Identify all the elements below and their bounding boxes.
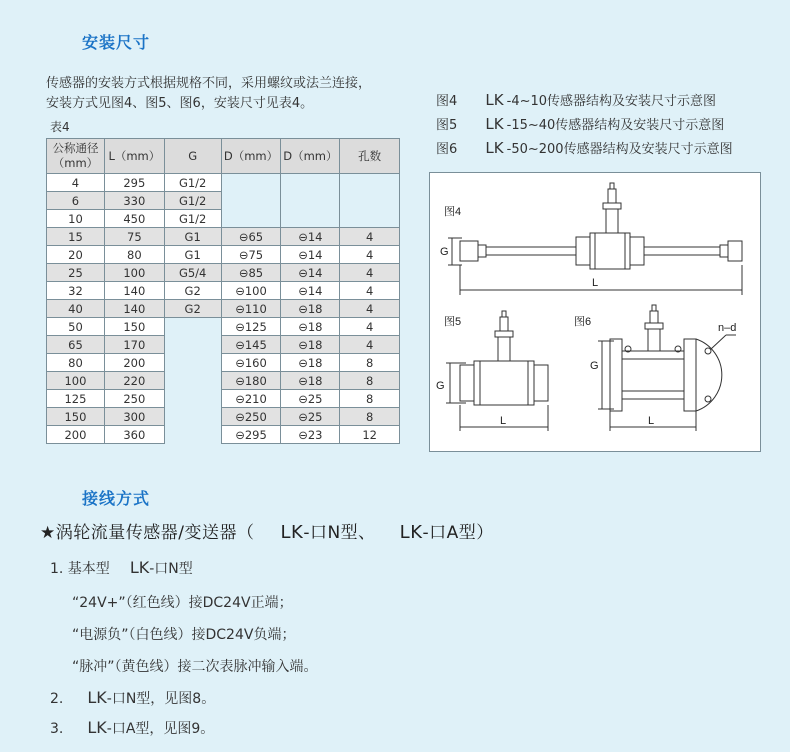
fig4-label: 图4	[444, 206, 462, 218]
table-cell: 8	[340, 390, 400, 408]
table-header-row	[47, 139, 400, 174]
table-cell: G1/2	[164, 192, 221, 210]
table-cell: ⊖18	[281, 300, 340, 318]
table-row	[47, 318, 400, 336]
table-cell: ⊖25	[281, 390, 340, 408]
table-cell: 4	[340, 336, 400, 354]
table-cell: 200	[47, 426, 105, 444]
heading-prefix: ★涡轮流量传感器/变送器（	[40, 523, 255, 543]
table-row	[47, 408, 400, 426]
table-cell: G1	[164, 228, 221, 246]
table-cell: ⊖125	[221, 318, 281, 336]
diagram-box	[429, 172, 761, 452]
table-cell: 80	[47, 354, 105, 372]
table-cell: G1/2	[164, 174, 221, 192]
figure-caption-6	[436, 137, 733, 161]
table-cell: 65	[47, 336, 105, 354]
table-cell: 8	[340, 408, 400, 426]
item2-num: 2.	[50, 691, 64, 707]
table-cell: ⊖145	[221, 336, 281, 354]
table-cell: 220	[104, 372, 164, 390]
table-cell: 4	[340, 246, 400, 264]
header-nominal-diameter: 公称通径（mm）	[47, 139, 105, 174]
install-section-title: 安装尺寸	[82, 33, 151, 52]
fig6-sensor-drawing	[598, 305, 736, 431]
table-cell: ⊖180	[221, 372, 281, 390]
fig-lk: LK	[485, 139, 504, 157]
table-cell: ⊖14	[281, 246, 340, 264]
table-cell: ⊖25	[281, 408, 340, 426]
item1-prefix: 1. 基本型	[50, 561, 110, 577]
item1-suffix: -口N型	[149, 561, 193, 577]
header-d2: D（mm）	[281, 139, 340, 174]
table-cell	[221, 210, 281, 228]
table-cell: ⊖14	[281, 228, 340, 246]
table-cell: ⊖23	[281, 426, 340, 444]
table-cell: 450	[104, 210, 164, 228]
table-cell: ⊖75	[221, 246, 281, 264]
table-cell: 80	[104, 246, 164, 264]
table-cell	[281, 192, 340, 210]
table-cell: G2	[164, 300, 221, 318]
table-cell: 330	[104, 192, 164, 210]
table-cell: 4	[340, 228, 400, 246]
item3-lk: LK	[87, 718, 107, 737]
table-cell: G2	[164, 282, 221, 300]
item2-suffix: -口N型，见图8。	[106, 691, 216, 707]
figure-caption-5	[436, 113, 733, 137]
table-cell: ⊖110	[221, 300, 281, 318]
table-cell: ⊖14	[281, 282, 340, 300]
table-cell: ⊖210	[221, 390, 281, 408]
fig-lk: LK	[485, 91, 504, 109]
table-cell: 360	[104, 426, 164, 444]
table-cell	[164, 390, 221, 408]
table-cell: 8	[340, 354, 400, 372]
fig6-g-label: G	[590, 360, 599, 372]
header-holes: 孔数	[340, 139, 400, 174]
table-row	[47, 210, 400, 228]
fig-num: 图6	[436, 142, 458, 157]
table-cell	[221, 192, 281, 210]
table-cell	[281, 174, 340, 192]
intro-line-1: 传感器的安装方式根据规格不同，采用螺纹或法兰连接，	[46, 76, 372, 91]
table-cell: 300	[104, 408, 164, 426]
table-cell: ⊖18	[281, 336, 340, 354]
table-row	[47, 282, 400, 300]
table-cell: 295	[104, 174, 164, 192]
table-row	[47, 174, 400, 192]
intro-line-2: 安装方式见图4、图5、图6，安装尺寸见表4。	[46, 96, 314, 111]
table-cell: 100	[47, 372, 105, 390]
header-length: L（mm）	[104, 139, 164, 174]
fig-text: -50~200传感器结构及安装尺寸示意图	[506, 142, 733, 157]
header-d1: D（mm）	[221, 139, 281, 174]
table-cell: 40	[47, 300, 105, 318]
table-cell: 140	[104, 300, 164, 318]
table-cell: 150	[104, 318, 164, 336]
wire-red: “24V+”（红色线）接DC24V正端；	[72, 595, 293, 611]
table-cell: 10	[47, 210, 105, 228]
installation-diagrams	[430, 173, 760, 451]
fig6-nd-label: n–d	[718, 322, 737, 334]
fig-text: -4~10传感器结构及安装尺寸示意图	[506, 94, 717, 109]
table-cell: ⊖295	[221, 426, 281, 444]
fig-num: 图4	[436, 94, 458, 109]
table-row	[47, 426, 400, 444]
table-cell	[340, 174, 400, 192]
table-cell	[340, 210, 400, 228]
table-row	[47, 372, 400, 390]
fig-lk: LK	[485, 115, 504, 133]
table-row	[47, 192, 400, 210]
heading-lk-2: LK	[399, 522, 423, 543]
table-cell: 4	[340, 318, 400, 336]
item3-num: 3.	[50, 721, 64, 737]
fig-num: 图5	[436, 118, 458, 133]
table-cell: 125	[47, 390, 105, 408]
table-cell: 6	[47, 192, 105, 210]
table-cell: 32	[47, 282, 105, 300]
header-thread: G	[164, 139, 221, 174]
table-cell: 250	[104, 390, 164, 408]
install-intro	[46, 74, 426, 114]
wiring-section-title: 接线方式	[82, 489, 151, 508]
table-row	[47, 390, 400, 408]
table-cell: ⊖18	[281, 318, 340, 336]
table-cell: 15	[47, 228, 105, 246]
table-cell: ⊖250	[221, 408, 281, 426]
table-row	[47, 300, 400, 318]
table-cell: 140	[104, 282, 164, 300]
table-cell: 50	[47, 318, 105, 336]
table-cell: ⊖18	[281, 354, 340, 372]
table-cell: 12	[340, 426, 400, 444]
table-cell: 25	[47, 264, 105, 282]
heading-lk-1: LK	[280, 522, 304, 543]
table-cell: ⊖100	[221, 282, 281, 300]
table-cell: 100	[104, 264, 164, 282]
table-row	[47, 336, 400, 354]
table-row	[47, 228, 400, 246]
table-cell	[164, 354, 221, 372]
table-row	[47, 354, 400, 372]
table-caption: 表4	[50, 120, 70, 134]
table-cell	[164, 318, 221, 336]
heading-end: -口A型）	[422, 523, 494, 543]
table-cell	[164, 408, 221, 426]
fig-text: -15~40传感器结构及安装尺寸示意图	[506, 118, 725, 133]
table-cell: G1	[164, 246, 221, 264]
wire-white: “电源负”（白色线）接DC24V负端；	[72, 627, 296, 643]
wiring-item-1	[50, 558, 193, 578]
table-cell: 200	[104, 354, 164, 372]
wiring-item-2	[50, 688, 215, 708]
table-cell: 4	[47, 174, 105, 192]
fig5-g-label: G	[436, 380, 445, 392]
table-cell: 150	[47, 408, 105, 426]
table-cell: ⊖14	[281, 264, 340, 282]
table-cell: G1/2	[164, 210, 221, 228]
table-cell: ⊖85	[221, 264, 281, 282]
table-row	[47, 246, 400, 264]
table-cell: 8	[340, 372, 400, 390]
table-cell: 4	[340, 264, 400, 282]
table-cell	[340, 192, 400, 210]
table-cell	[221, 174, 281, 192]
table-cell: 170	[104, 336, 164, 354]
fig4-g-label: G	[440, 246, 449, 258]
table-cell: 4	[340, 300, 400, 318]
dimension-table	[46, 138, 400, 444]
item2-lk: LK	[87, 688, 107, 707]
table-cell	[164, 426, 221, 444]
wiring-heading	[40, 518, 494, 543]
fig6-label: 图6	[574, 316, 592, 328]
table-cell: G5/4	[164, 264, 221, 282]
item1-lk: LK	[129, 558, 150, 577]
table-cell: 4	[340, 282, 400, 300]
fig4-l-label: L	[592, 277, 599, 289]
figure-caption-4	[436, 89, 733, 113]
wire-yellow: “脉冲”（黄色线）接二次表脉冲输入端。	[72, 659, 318, 675]
fig5-sensor-drawing	[446, 311, 548, 431]
table-cell: ⊖18	[281, 372, 340, 390]
fig6-l-label: L	[648, 415, 655, 427]
table-cell	[164, 336, 221, 354]
fig5-label: 图5	[444, 316, 462, 328]
table-cell: 20	[47, 246, 105, 264]
table-cell: 75	[104, 228, 164, 246]
table-cell	[164, 372, 221, 390]
wiring-item-3	[50, 718, 214, 738]
figure-captions	[436, 89, 733, 161]
table-cell: ⊖65	[221, 228, 281, 246]
table-cell	[281, 210, 340, 228]
item3-suffix: -口A型，见图9。	[106, 721, 215, 737]
table-cell: ⊖160	[221, 354, 281, 372]
fig5-l-label: L	[500, 415, 507, 427]
table-row	[47, 264, 400, 282]
heading-mid: -口N型、	[303, 523, 376, 543]
